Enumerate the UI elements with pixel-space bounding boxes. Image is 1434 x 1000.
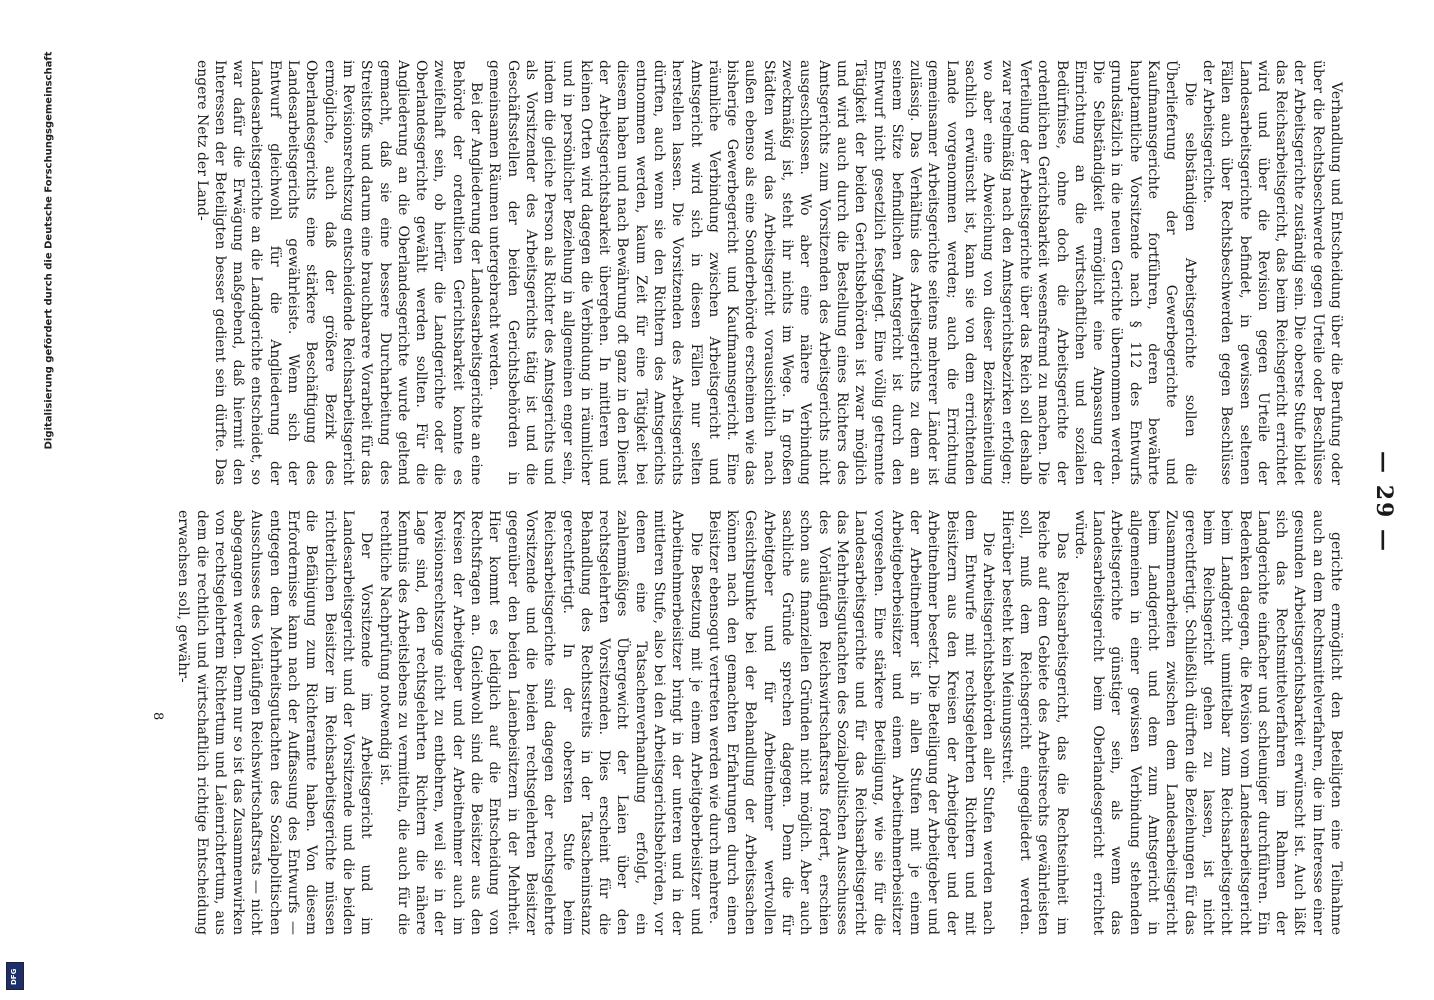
document-page — [147, 52, 1397, 952]
paragraph: Die Besetzung mit je einem Arbeitgeberbeisitzer und Arbeitnehmerbeisitzer bringt in der unteren und in der mittleren Stufe, also bei den Arbeitsgerichtsbehörden, vor denen eine Tatsachenverhandlung erfolgt, ein zahlenmäßiges Übergewicht der Laien über den rechtsgelehrten Vorsitzenden. Dies erscheint für die Behandlung des Rechtsstreits in der Tatsacheninstanz gerechtfertigt. In der obersten Stufe beim Reichsarbeitsgerichte sind dagegen der rechtsgelehrte Vorsitzende und die beiden rechtsgelehrten Beisitzer gegenüber den beiden Laienbeisitzern in der Mehrheit. Hier kommt es lediglich auf die Entscheidung von Rechtsfragen an. Gleichwohl sind die Beisitzer aus den Kreisen der Arbeitgeber und der Arbeitnehmer auch im Revisionsrechtszuge nicht zu entbehren, weil sie in der Lage sind, den rechtsgelehrten Richtern die nähere Kenntnis des Arbeitslebens zu vermitteln, die auch für die rechtliche Nachprüfung notwendig ist. — [376, 510, 704, 935]
paragraph: Das Reichsarbeitsgericht, das die Rechtseinheit im Reiche auf dem Gebiete des Arbeitsrechts gewährleisten soll, muß dem Reichsgericht eingegliedert werden. Hierüber besteht kein Meinungsstreit. — [998, 510, 1070, 935]
text-column-left — [170, 60, 1345, 485]
page-number: — 29 — — [1371, 451, 1397, 553]
paragraph: Der Vorsitzende im Arbeitsgericht und im Landesarbeitsgericht und der Vorsitzende und die beiden richterlichen Beisitzer im Reichsarbeitsgerichte müssen die Befähigung zum Richteramte haben. Von diesem Erfordernisse kann nach der Auffassung des Entwurfs — entgegen dem Mehrheitsgutachten des Sozialpolitischen Ausschusses des Vorläufigen Reichswirtschaftsrats — nicht abgegangen werden. Denn nur so ist das Zusammenwirken von rechtsgelehrtem Richtertum und Laienrichtertum, aus dem die rechtlich und wirtschaftlich richtige Entscheidung erwachsen soll, gewähr- — [175, 510, 375, 935]
printer-signature: 8 — [150, 712, 165, 721]
paragraph: Verhandlung und Entscheidung über die Berufung oder über die Rechtsbeschwerde gegen Urteile oder Beschlüsse der Arbeitsgerichte zuständig sein. Die oberste Stufe bildet das Reichsarbeitsgericht, das beim Reichsgericht errichtet wird und über die Revision gegen Urteile der Landesarbeitsgerichte befindet, in gewissen seltenen Fällen auch über Rechtsbeschwerden gegen Beschlüsse der Arbeitsgerichte. — [1199, 60, 1344, 485]
digitization-footer — [9, 46, 55, 986]
paragraph: Die Arbeitsgerichtsbehörden aller Stufen werden nach dem Entwurfe mit rechtsgelehrten Richtern und mit Beisitzern aus den Kreisen der Arbeitgeber und der Arbeitnehmer besetzt. Die Beteiligung der Arbeitgeber und der Arbeitnehmer ist in allen Stufen mit je einem Arbeitgeberbeisitzer und einem Arbeitnehmerbeisitzer vorgesehen. Eine stärkere Beteiligung, wie sie für die Landesarbeitsgerichte und für das Reichsarbeitsgericht das Mehrheitsgutachten des Sozialpolitischen Ausschusses des Vorläufigen Reichswirtschaftsrats fordert, erschien schon aus finanziellen Gründen nicht möglich. Aber auch sachliche Gründe sprechen dagegen. Denn die für Arbeitgeber und für Arbeitnehmer wertvollen Gesichtspunkte bei der Behandlung der Arbeitssachen können nach den gemachten Erfahrungen durch einen Beisitzer ebensogut vertreten werden wie durch mehrere. — [705, 510, 997, 935]
text-column-right — [170, 510, 1345, 935]
logo-label: DFG — [10, 968, 18, 985]
dfg-logo-icon — [6, 962, 24, 990]
paragraph: gerichte ermöglicht den Beteiligten eine Teilnahme auch an dem Rechtsmittelverfahren, die im Interesse einer gesunden Arbeitsgerichtsbarkeit erwünscht ist. Auch läßt sich das Rechtsmittelverfahren im Rahmen der Landgerichte einfacher und schleuniger durchführen. Ein Bedenken dagegen, die Revision vom Landesarbeitsgericht beim Landgericht unmittelbar zum Reichsarbeitsgericht beim Reichsgericht gehen zu lassen, ist nicht gerechtfertigt. Schließlich dürften die Beziehungen für das Zusammenarbeiten zwischen dem Landesarbeitsgericht beim Landgericht und dem zum Amtsgericht in allgemeinen in einer gewissen Verbindung stehenden Arbeitsgerichte günstiger sein, als wenn das Landesarbeitsgericht beim Oberlandesgericht errichtet würde. — [1071, 510, 1344, 935]
paragraph: Die selbständigen Arbeitsgerichte sollen die Überlieferung der Gewerbegerichte und Kaufmannsgerichte fortführen, deren bewährte hauptamtliche Vorsitzende nach § 112 des Entwurfs grundsätzlich in die neuen Gerichte übernommen werden. Die Selbständigkeit ermöglicht eine Anpassung der Einrichtung an die wirtschaftlichen und sozialen Bedürfnisse, ohne doch die Arbeitsgerichte der ordentlichen Gerichtsbarkeit wesensfremd zu machen. Die Verteilung der Arbeitsgerichte über das Reich soll deshalb zwar regelmäßig nach den Amtsgerichtsbezirken erfolgen; wo aber eine Abweichung von dieser Bezirkseinteilung sachlich erwünscht ist, kann sie von dem errichtenden Lande vorgenommen werden; auch die Errichtung gemeinsamer Arbeitsgerichte seitens mehrerer Länder ist zulässig. Das Verhältnis des Arbeitsgerichts zu dem an seinem Sitze befindlichen Amtsgericht ist durch den Entwurf nicht gesetzlich festgelegt. Eine völlig getrennte Tätigkeit der beiden Gerichtsbehörden ist zwar möglich und wird auch durch die Bestellung eines Richters des Amtsgerichts zum Vorsitzenden des Arbeitsgerichts nicht ausgeschlossen. Wo aber eine nähere Verbindung zweckmäßig ist, steht ihr nichts im Wege. In großen Städten wird das Arbeitsgericht voraussichtlich nach außen ebenso als eine Sonderbehörde erscheinen wie das bisherige Gewerbegericht und Kaufmannsgericht. Eine räumliche Verbindung zwischen Arbeitsgericht und Amtsgericht wird sich in diesen Fällen nur selten herstellen lassen. Die Vorsitzenden des Arbeitsgerichts dürften, auch wenn sie den Richtern des Amtsgerichts entnommen werden, kaum Zeit für eine Tätigkeit bei diesem haben und nach Bewährung oft ganz in den Dienst der Arbeitsgerichtsbarkeit übergehen. In mittleren und kleinen Orten wird dagegen die Verbindung in räumlicher und in persönlicher Beziehung in allgemeinen enger sein, indem die gleiche Person als Richter des Amtsgerichts und als Vorsitzender des Arbeitsgerichts tätig ist und die Geschäftsstellen der beiden Gerichtsbehörden in gemeinsamen Räumen untergebracht werden. — [486, 60, 1198, 485]
footer-text: Digitalisierung gefördert durch die Deutsche Forschungsgemeinschaft — [43, 51, 55, 450]
paragraph: Bei der Angliederung der Landesarbeitsgerichte an eine Behörde der ordentlichen Gerichtsbarkeit konnte es zweifelhaft sein, ob hierfür die Landgerichte oder die Oberlandesgerichte gewählt werden sollten. Für die Angliederung an die Oberlandesgerichte wurde geltend gemacht, daß sie eine bessere Durcharbeitung des Streitstoffs und darum eine brauchbarere Vorarbeit für das im Revisionsrechtszug entscheidende Reichsarbeitsgericht ermögliche, auch daß der größere Bezirk des Oberlandesgerichts eine stärkere Beschäftigung des Landesarbeitsgerichts gewährleiste. Wenn sich der Entwurf gleichwohl für die Angliederung der Landesarbeitsgerichte an die Landgerichte entscheidet, so war dafür die Erwägung maßgebend, daß hiermit den Interessen der Beteiligten besser gedient sein dürfte. Das engere Netz der Land- — [193, 60, 485, 485]
